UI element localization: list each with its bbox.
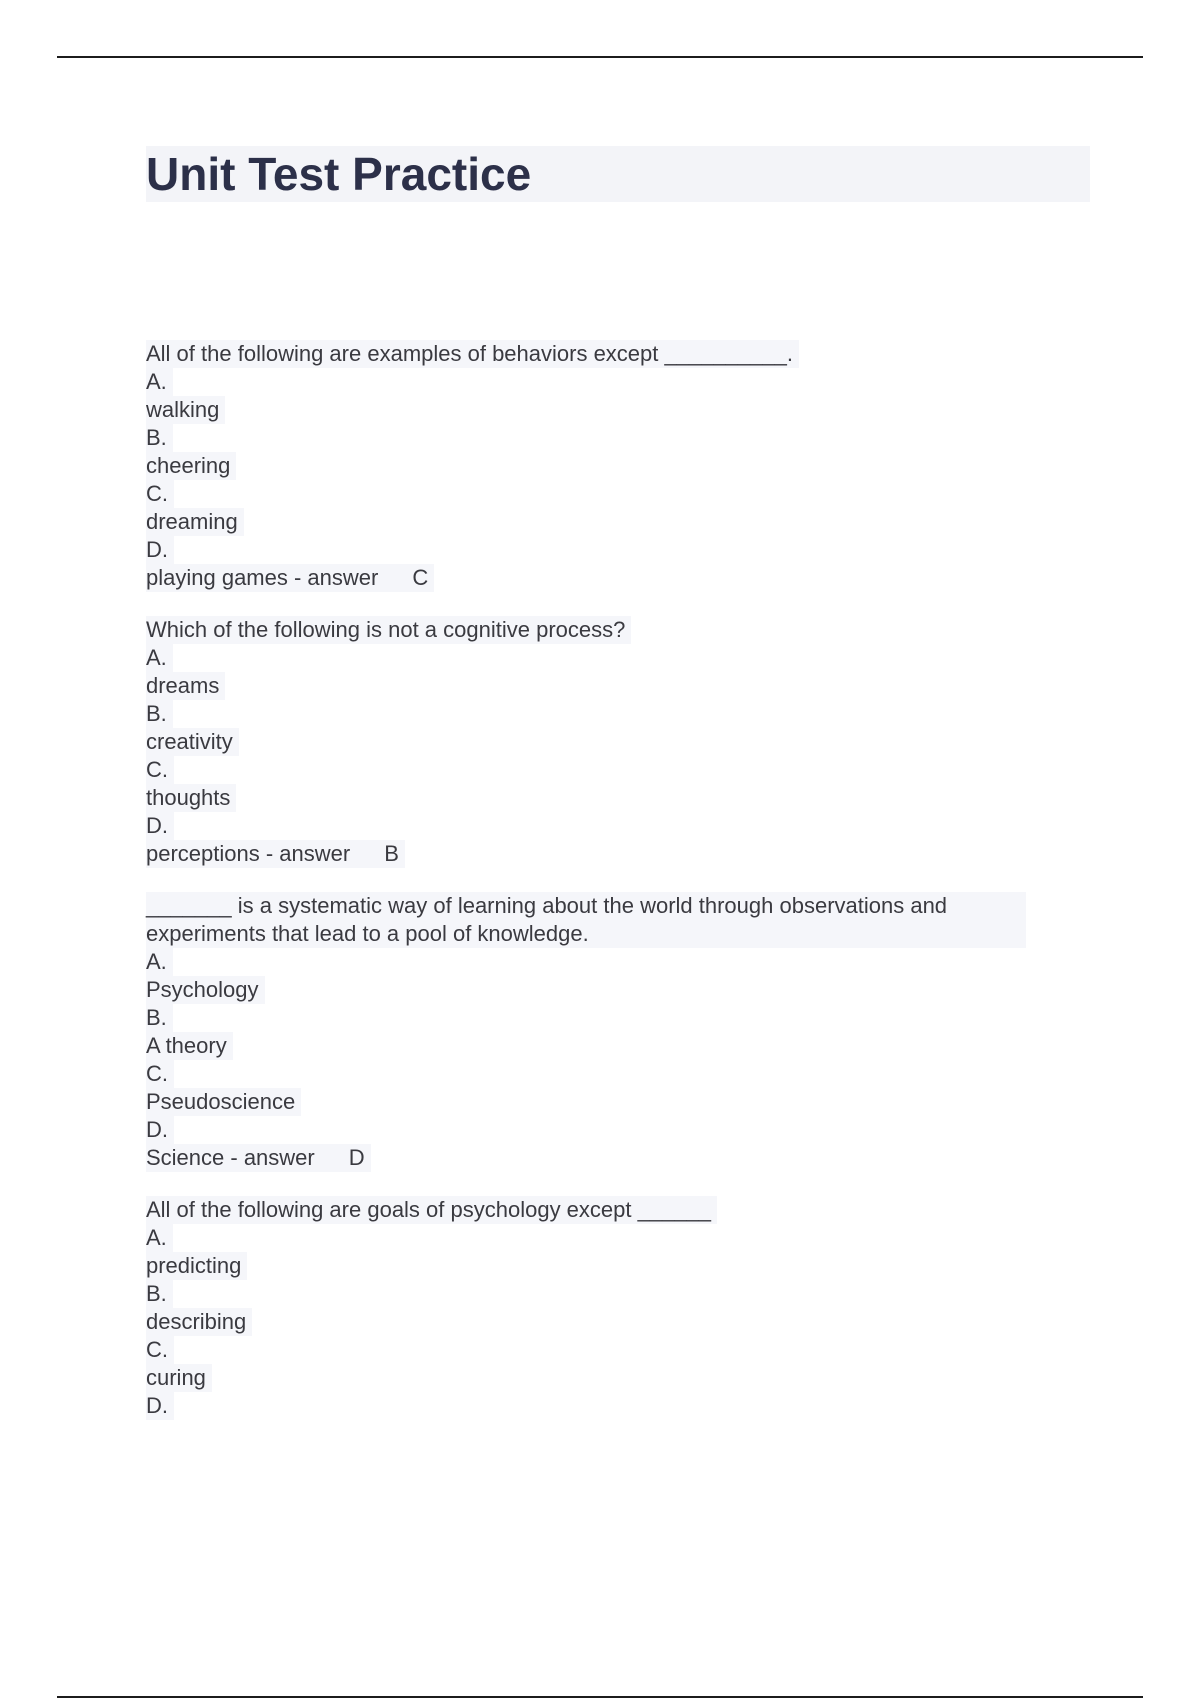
option-letter: D. [146, 1392, 174, 1420]
option-letter: D. [146, 536, 174, 564]
option-text: dreaming [146, 508, 244, 536]
option-letter: D. [146, 812, 174, 840]
option-text: cheering [146, 452, 236, 480]
option-text: describing [146, 1308, 252, 1336]
option-text: playing games - answer [146, 565, 379, 590]
option-letter: A. [146, 368, 173, 396]
question-4 [146, 1196, 1090, 1420]
option-text: perceptions - answer [146, 841, 351, 866]
question-stem-line: _______ is a systematic way of learning about the world through observations and [146, 893, 948, 918]
question-stem: All of the following are examples of behaviors except __________. [146, 340, 799, 368]
question-stem: Which of the following is not a cognitive process? [146, 616, 631, 644]
answer-key: D [348, 1145, 365, 1170]
option-text: walking [146, 396, 225, 424]
option-letter: D. [146, 1116, 174, 1144]
option-letter: C. [146, 1336, 174, 1364]
option-text: curing [146, 1364, 212, 1392]
option-letter: C. [146, 1060, 174, 1088]
question-stem [146, 892, 1026, 948]
question-2 [146, 616, 1090, 868]
option-letter: B. [146, 700, 173, 728]
option-text: creativity [146, 728, 239, 756]
option-text: A theory [146, 1032, 233, 1060]
option-letter: A. [146, 948, 173, 976]
question-stem: All of the following are goals of psychology except ______ [146, 1196, 717, 1224]
option-letter: B. [146, 424, 173, 452]
option-letter: B. [146, 1004, 173, 1032]
option-text: dreams [146, 672, 225, 700]
option-letter: C. [146, 756, 174, 784]
answer-key: C [412, 565, 429, 590]
footer-rule [57, 1696, 1143, 1698]
option-letter: A. [146, 1224, 173, 1252]
page-content [146, 146, 1090, 1444]
option-text: Science - answer [146, 1145, 315, 1170]
question-1 [146, 340, 1090, 592]
title-box [146, 146, 1090, 202]
question-list [146, 340, 1090, 1420]
option-letter: B. [146, 1280, 173, 1308]
option-letter: A. [146, 644, 173, 672]
page-title: Unit Test Practice [146, 148, 532, 200]
option-text: thoughts [146, 784, 236, 812]
question-3 [146, 892, 1090, 1172]
header-rule [57, 56, 1143, 58]
option-text: Pseudoscience [146, 1088, 301, 1116]
option-text: Psychology [146, 976, 265, 1004]
option-letter: C. [146, 480, 174, 508]
question-stem-line: experiments that lead to a pool of knowledge. [146, 921, 589, 946]
answer-key: B [384, 841, 399, 866]
option-text: predicting [146, 1252, 247, 1280]
